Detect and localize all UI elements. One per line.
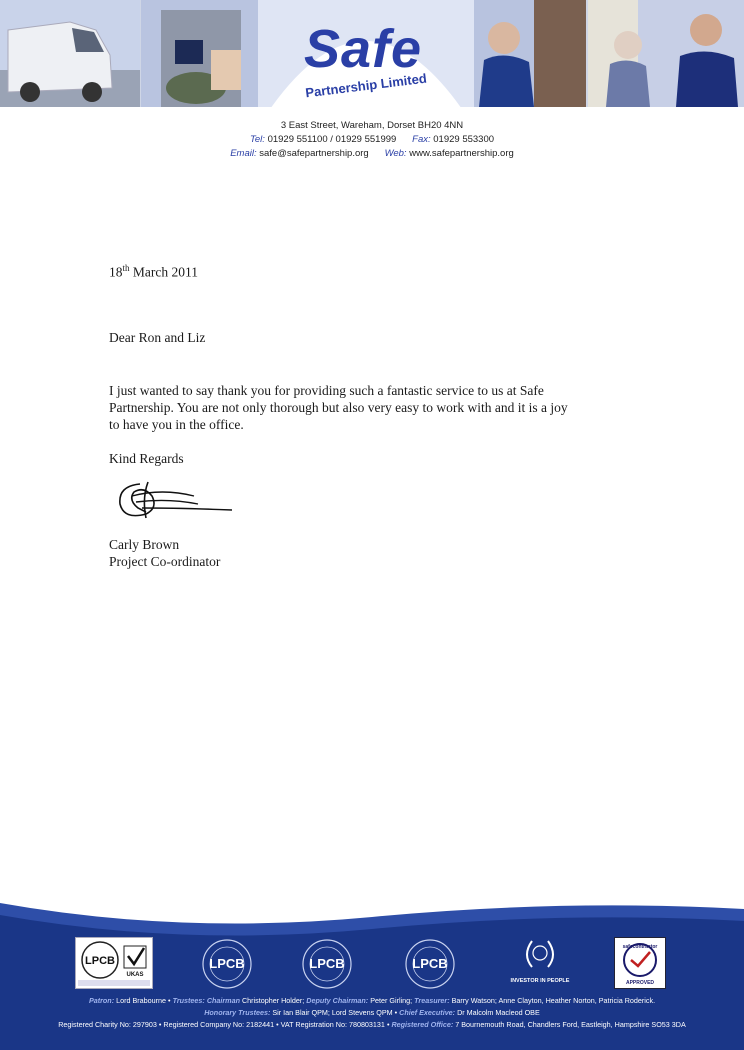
lpcb-ukas-badge: [75, 937, 153, 989]
lpcb-text-3: LPCB: [309, 956, 345, 971]
letter-date: [109, 260, 198, 281]
salutation: Dear Ron and Liz: [109, 330, 206, 345]
ce-value: Dr Malcolm Macleod OBE: [457, 1008, 540, 1017]
phone-line: [0, 134, 744, 145]
bullet: •: [158, 1020, 162, 1029]
signatory-title: Project Co-ordinator: [109, 554, 221, 569]
treasurer-value: Barry Watson; Anne Clayton, Heather Norton, Patricia Roderick.: [451, 996, 656, 1005]
vat-number: VAT Registration No: 780803131: [280, 1020, 385, 1029]
safecontractor-icon: [615, 938, 665, 988]
date-day: 18: [109, 264, 123, 280]
office-value: 7 Bournemouth Road, Chandlers Ford, Eastleigh, Hampshire SO53 3DA: [455, 1020, 686, 1029]
lpcb-badge-1: [200, 937, 254, 991]
honorary-value: Sir Ian Blair QPM; Lord Stevens QPM: [272, 1008, 393, 1017]
letter-body: [109, 382, 629, 433]
fax-label: Fax:: [412, 134, 431, 145]
address-line: 3 East Street, Wareham, Dorset BH20 4NN: [280, 120, 464, 131]
handshake-photo: [588, 0, 744, 107]
body-line-3: to have you in the office.: [109, 417, 244, 432]
chairman-label: Chairman: [206, 996, 240, 1005]
safecontractor-text: safecontractor: [622, 944, 658, 950]
company-number: Registered Company No: 2182441: [163, 1020, 275, 1029]
van-photo: [0, 0, 140, 107]
ce-label: Chief Executive:: [399, 1008, 456, 1017]
closing: Kind Regards: [109, 451, 184, 466]
keypad-photo: [141, 0, 261, 107]
honorary-label: Honorary Trustees:: [204, 1008, 271, 1017]
letterhead-banner: [0, 0, 744, 107]
tel-label: Tel:: [249, 134, 265, 145]
lpcb-ukas-icon: [76, 938, 152, 988]
web-label: Web:: [384, 148, 407, 159]
lpcb-badge-3: [403, 937, 457, 991]
logo-word: Safe: [303, 19, 423, 79]
footer-registration-line: [0, 1020, 744, 1029]
treasurer-label: Treasurer:: [414, 996, 450, 1005]
investor-in-people-badge: [500, 937, 580, 984]
trustees-label: Trustees:: [172, 996, 205, 1005]
date-rest: March 2011: [129, 264, 198, 280]
patron-value: Lord Brabourne: [116, 996, 167, 1005]
footer-trustees-line: [0, 996, 744, 1005]
footer-honorary-line: [0, 1008, 744, 1017]
date-suffix: th: [122, 263, 130, 273]
deputy-label: Deputy Chairman:: [306, 996, 369, 1005]
signatory-block: [109, 536, 220, 570]
bullet: •: [276, 1020, 279, 1029]
body-line-1: I just wanted to say thank you for providing such a fantastic service to us at Safe: [109, 383, 544, 398]
web-value: www.safepartnership.org: [409, 148, 514, 159]
bullet: •: [386, 1020, 390, 1029]
signatory-name: Carly Brown: [109, 537, 180, 552]
chairman-value: Christopher Holder;: [241, 996, 305, 1005]
charity-number: Registered Charity No: 297903: [58, 1020, 157, 1029]
logo-subtitle: Partnership Limited: [304, 70, 428, 101]
body-line-2: Partnership. You are not only thorough but also very easy to work with and it is a joy: [109, 400, 568, 415]
email-label: Email:: [230, 148, 257, 159]
laurel-icon: [520, 937, 560, 973]
deputy-value: Peter Girling;: [370, 996, 413, 1005]
email-value: safe@safepartnership.org: [259, 148, 369, 159]
tel-value: 01929 551100 / 01929 551999: [267, 134, 397, 145]
fax-value: 01929 553300: [433, 134, 495, 145]
approved-text: APPROVED: [625, 980, 655, 986]
safecontractor-badge: [614, 937, 666, 989]
door-photo: [474, 0, 586, 107]
lpcb-text-2: LPCB: [209, 956, 245, 971]
lpcb-badge-2: [300, 937, 354, 991]
patron-label: Patron:: [88, 996, 115, 1005]
iip-text: INVESTOR IN PEOPLE: [510, 978, 570, 984]
signature: [112, 478, 237, 526]
email-web-line: [0, 148, 744, 159]
bullet: •: [168, 996, 171, 1005]
lpcb-text-4: LPCB: [412, 956, 448, 971]
bullet: •: [394, 1008, 398, 1017]
ukas-text: UKAS: [126, 972, 144, 978]
lpcb-text-1: LPCB: [85, 955, 115, 967]
office-label: Registered Office:: [391, 1020, 454, 1029]
